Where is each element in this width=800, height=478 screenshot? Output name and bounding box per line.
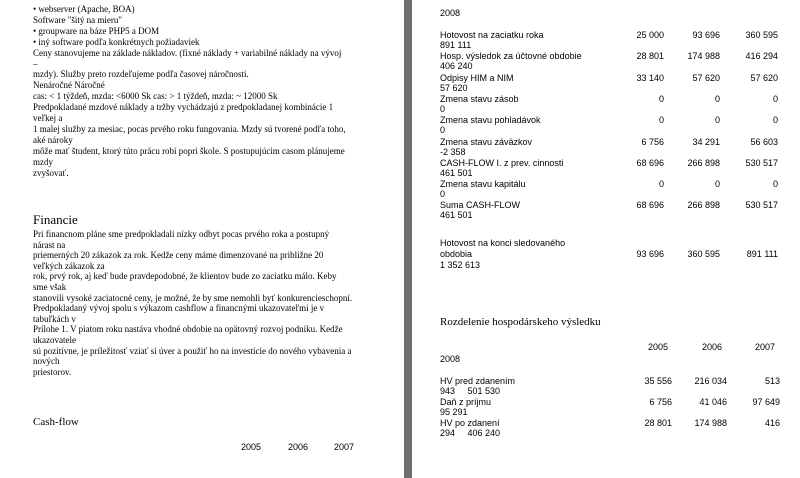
cashflow-cell-2008: 461 501 (440, 167, 473, 178)
cashflow-cell-2008: 0 (440, 125, 446, 136)
cashflow-cell-2006: 0 (714, 179, 720, 190)
body-line: • webserver (Apache, BOA) (33, 4, 135, 14)
hv-cell-2005: 6 756 (649, 397, 672, 407)
cashflow-row-label: Hotovost na zaciatku roka (440, 30, 544, 40)
financie-line: Predpokladaný vývoj spolu s výkazom cashflow a financnými ukazovateľmi je v (33, 303, 325, 314)
cashflow-row-label: Suma CASH-FLOW (440, 200, 521, 211)
hv-row-label: Daň z príjmu (440, 397, 492, 407)
cashflow-cell-2007: 530 517 (745, 200, 778, 211)
cashflow-heading: Cash-flow (33, 416, 79, 428)
body-line: mzdy). Služby preto rozdeľujeme podľa časovej náročnosti. (33, 69, 249, 80)
body-line: aké nároky (33, 134, 73, 145)
cashflow-cell-2006: 266 898 (687, 157, 720, 168)
financie-line: Pri financnom pláne sme predpokladali nízky odbyt pocas prvého roka a postupný (33, 229, 330, 239)
right-document-page (412, 0, 800, 478)
financie-line: Prílohe 1. V piatom roku nastáva vhodné obdobie na opätovný rozvoj podniku. Kedže (33, 324, 343, 335)
financie-line: sú pozitívne, je príležitosť vziať si úver a použiť ho na investície do nového vybavenia a (33, 345, 352, 356)
page-gutter (404, 0, 412, 478)
cashflow-cell-2006: 266 898 (687, 200, 720, 211)
financie-heading: Financie (33, 212, 78, 227)
cashflow-cell-2007: 360 595 (745, 30, 778, 40)
hotovost-konec-cell-2007: 891 111 (746, 249, 778, 259)
financie-line: priemerných 20 zákazok za rok. Kedže ceny máme dimenzované na približne 20 (33, 250, 324, 261)
cashflow-cell-2008: 0 (440, 103, 446, 114)
cashflow-cell-2005: 6 756 (641, 136, 664, 147)
cashflow-cell-2005: 0 (658, 93, 664, 104)
body-line: mzdy (33, 156, 53, 167)
body-line: – (33, 58, 38, 69)
cashflow-cell-2006: 57 620 (692, 72, 720, 83)
cashflow-cell-2005: 33 140 (636, 72, 664, 83)
financie-line: sme však (33, 282, 67, 292)
financie-line: nárast na (33, 239, 66, 250)
cashflow-cell-2006: 0 (714, 93, 720, 104)
cashflow-cell-2007: 57 620 (750, 72, 778, 83)
cashflow-cell-2008: 461 501 (440, 210, 473, 221)
cashflow-cell-2007: 0 (772, 115, 778, 126)
hv-cell-2008: 294 406 240 (440, 428, 501, 438)
cashflow-cell-2006: 0 (714, 115, 720, 126)
cashflow-cell-2008: -2 358 (440, 146, 466, 157)
cashflow-cell-2007: 0 (772, 179, 778, 190)
hotovost-konec-cell-2005: 93 696 (636, 249, 664, 259)
financie-line: veľkých zákazok za (33, 260, 105, 271)
hv-cell-2007: 416 (764, 418, 780, 428)
body-line: Predpokladané mzdové náklady a tržby vychádzajú z predpokladanej kombinácie 1 (33, 102, 334, 113)
cashflow-cell-2008: 406 240 (440, 61, 473, 72)
cashflow-cell-2005: 0 (658, 179, 664, 190)
hv-year-2008: 2008 (440, 354, 461, 364)
cashflow-row-label: CASH-FLOW I. z prev. cinnosti (440, 157, 564, 168)
cashflow-cell-2007: 416 294 (745, 51, 778, 62)
cashflow-cell-2007: 530 517 (745, 157, 778, 168)
top-year-2008: 2008 (440, 8, 461, 18)
hv-year-2007: 2007 (755, 342, 776, 352)
body-line: môže mať študent, ktorý túto prácu robí popri škole. S postupujúcim casom plánujeme (33, 145, 345, 156)
cashflow-row-label: Zmena stavu pohladávok (440, 115, 541, 126)
financie-line: tabuľkách v (33, 313, 76, 324)
cashflow-cell-2007: 56 603 (750, 136, 778, 147)
body-line: Ceny stanovujeme na základe nákladov. (fixné náklady + variabilné náklady na vývoj (33, 47, 342, 58)
cashflow-cell-2005: 68 696 (636, 157, 664, 168)
hotovost-konec-cell-2008: 1 352 613 (440, 260, 481, 270)
body-line: Nenáročné Náročné (33, 80, 105, 91)
hv-year-2006: 2006 (702, 342, 723, 352)
cashflow-cell-2005: 25 000 (636, 30, 664, 40)
hv-cell-2007: 97 649 (752, 397, 780, 407)
body-line: • groupware na báze PHP5 a DOM (33, 25, 160, 36)
body-line: • iný software podľa konkrétnych požiadaviek (33, 36, 200, 47)
hv-cell-2006: 174 988 (694, 418, 727, 428)
financie-line: rok, prvý rok, aj keď bude pravdepodobné, že klientov bude zo zaciatku málo. Keby (33, 271, 337, 282)
year-2005-label: 2005 (241, 442, 262, 452)
body-line: Software "šitý na mieru" (33, 14, 123, 25)
hv-cell-2006: 41 046 (699, 397, 727, 407)
cashflow-cell-2008: 891 111 (440, 40, 472, 50)
hv-cell-2005: 28 801 (644, 418, 672, 428)
year-2006-label: 2006 (288, 442, 309, 452)
body-line: cas: < 1 týždeň, mzda: <6000 Sk cas: > 1 týždeň, mzda: ~ 12000 Sk (33, 91, 278, 102)
body-line: zvyšovať. (33, 167, 69, 178)
hv-cell-2006: 216 034 (694, 376, 727, 386)
hv-cell-2008: 943 501 530 (440, 386, 501, 396)
hv-row-label: HV pred zdanením (440, 376, 516, 386)
cashflow-row-label: Hosp. výsledok za účtovné obdobie (440, 51, 582, 62)
rozdelenie-heading: Rozdelenie hospodárskeho výsledku (440, 316, 601, 328)
cashflow-cell-2005: 68 696 (636, 200, 664, 211)
cashflow-cell-2006: 174 988 (687, 51, 720, 62)
hotovost-konec-label: Hotovost na konci sledovaného (440, 238, 566, 248)
hv-cell-2005: 35 556 (644, 376, 672, 386)
cashflow-row-label: Zmena stavu záväzkov (440, 136, 533, 147)
cashflow-row-label: Zmena stavu zásob (440, 93, 519, 104)
financie-line: nových (33, 356, 60, 367)
cashflow-row-label: Odpisy HIM a NIM (440, 72, 514, 83)
cashflow-cell-2007: 0 (772, 93, 778, 104)
hv-row-label: HV po zdanení (440, 418, 500, 428)
financie-line: ukazovatele (33, 335, 76, 345)
financie-line: priestorov. (33, 366, 72, 377)
cashflow-cell-2008: 57 620 (440, 82, 468, 93)
financie-line: stanovili vysoké zaciatocné ceny, je možné, že by sme nemohli byť konkurencieschopní. (33, 292, 353, 303)
cashflow-cell-2006: 34 291 (692, 136, 720, 147)
cashflow-cell-2008: 0 (440, 189, 446, 200)
hotovost-konec-label: obdobia (440, 249, 473, 259)
cashflow-row-label: Zmena stavu kapitálu (440, 179, 526, 190)
hv-year-2005: 2005 (648, 342, 669, 352)
cashflow-cell-2005: 28 801 (636, 51, 664, 62)
hv-cell-2008: 95 291 (440, 407, 468, 417)
cashflow-cell-2006: 93 696 (692, 30, 720, 40)
hv-cell-2007: 513 (764, 376, 780, 386)
body-line: veľkej a (33, 113, 63, 123)
year-2007-label: 2007 (334, 442, 355, 452)
cashflow-cell-2005: 0 (658, 115, 664, 126)
hotovost-konec-cell-2006: 360 595 (687, 249, 720, 259)
body-line: 1 malej služby za mesiac, pocas prvého roku fungovania. Mzdy sú tvorené podľa toho, (33, 123, 346, 134)
